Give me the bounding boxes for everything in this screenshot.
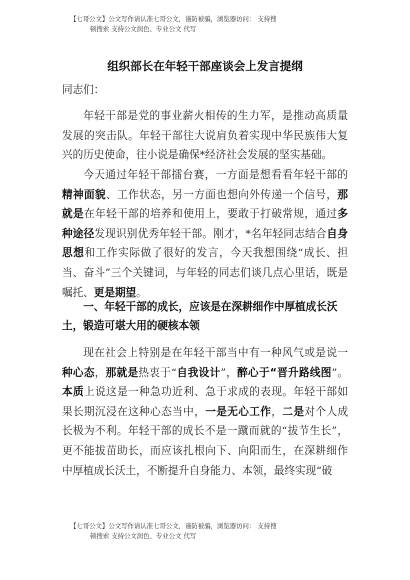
text-run: 、工作状态，另一方面也想向外传递一个信号， [106,188,338,201]
bold-run: 二是 [282,405,305,418]
document-title: 组织部长在年轻干部座谈会上发言提纲 [107,59,303,73]
text-run: 现在社会上特别是在年轻干部当中有一种风气或是说一 [83,347,348,359]
footer-line-1: 【七哥公文】公文写作请认准七哥公文，谨防被骗，浏览器访问： 支持搜 [70,522,277,530]
bold-run: 那就是 [105,366,139,379]
section-heading-1: 一、年轻干部的成长，应该是在深耕细作中厚植成长沃土，锻造可堪大用的硬核本领 [62,301,338,332]
footer-line-2: 顿搜索 支持公文润色、专业公文 代写 [90,531,197,540]
bold-run: 自身思想 [62,227,349,260]
bold-run: 精神面貌 [62,188,107,201]
text-run: ”。 [331,366,349,379]
text-run: 上说这是一种急功近利、急于求成的表现。年轻干部如果长期沉浸在这种心态当中， [62,386,349,418]
bold-run: 更是期望 [93,286,137,299]
bold-run: 自我设计 [176,366,221,379]
salutation: 同志们： [62,84,105,96]
text-run: ， [94,366,106,379]
text-run: 和工作实际做了很好的发言，今天我想围绕“成长、担当、奋斗”三个关键词，与年轻的同志们谈几点心里话，既是嘱托、 [62,247,348,299]
bold-run: 种心态 [62,366,95,379]
text-run: 今天通过年轻干部擂台赛，一方面是想看看年轻干部的 [83,169,348,181]
paragraph-1: 年轻干部是党的事业薪火相传的生力军，是推动高质量发展的突击队。年轻干部往大说肩负着实现中华民族伟大复兴的历史使命，往小说是确保*经济社会发展的坚实基础。 [62,110,348,162]
text-run: 。 [136,286,147,299]
paragraph-3 [62,344,348,481]
text-run: 对个人成长极为不利。年轻干部的成长不是一蹴而就的“拔节生长”，更不能拔苗助长，而应该扎根向下、向阳而生，在深耕细作中厚植成长沃土，不断提升自身能力、本领，最终实现“破 [62,405,349,477]
text-run: 在年轻干部的培养和使用上，要敢于打破常规，通过 [84,208,338,221]
page-header [70,15,370,34]
bold-run: 醉心于“晋升路线图 [237,366,332,379]
text-run: ， [271,405,283,418]
header-line-2: 顿搜索 支持公文润色、专业公文 代写 [90,24,197,33]
bold-run: 那就是 [62,188,349,221]
text-run: ”， [220,366,238,379]
page-footer [70,522,370,541]
bold-run: 多种途径 [62,208,349,240]
text-run: 发现识别优秀年轻干部。刚才，*名年轻同志结合 [94,227,327,240]
paragraph-2 [62,166,348,303]
text-run: 热衷于“ [138,366,177,379]
bold-run: 本质 [62,386,85,399]
header-line-1: 【七哥公文】公文写作请认准七哥公文，谨防被骗，浏览器访问： 支持搜 [70,15,277,23]
bold-run: 一是无心工作 [205,405,272,418]
